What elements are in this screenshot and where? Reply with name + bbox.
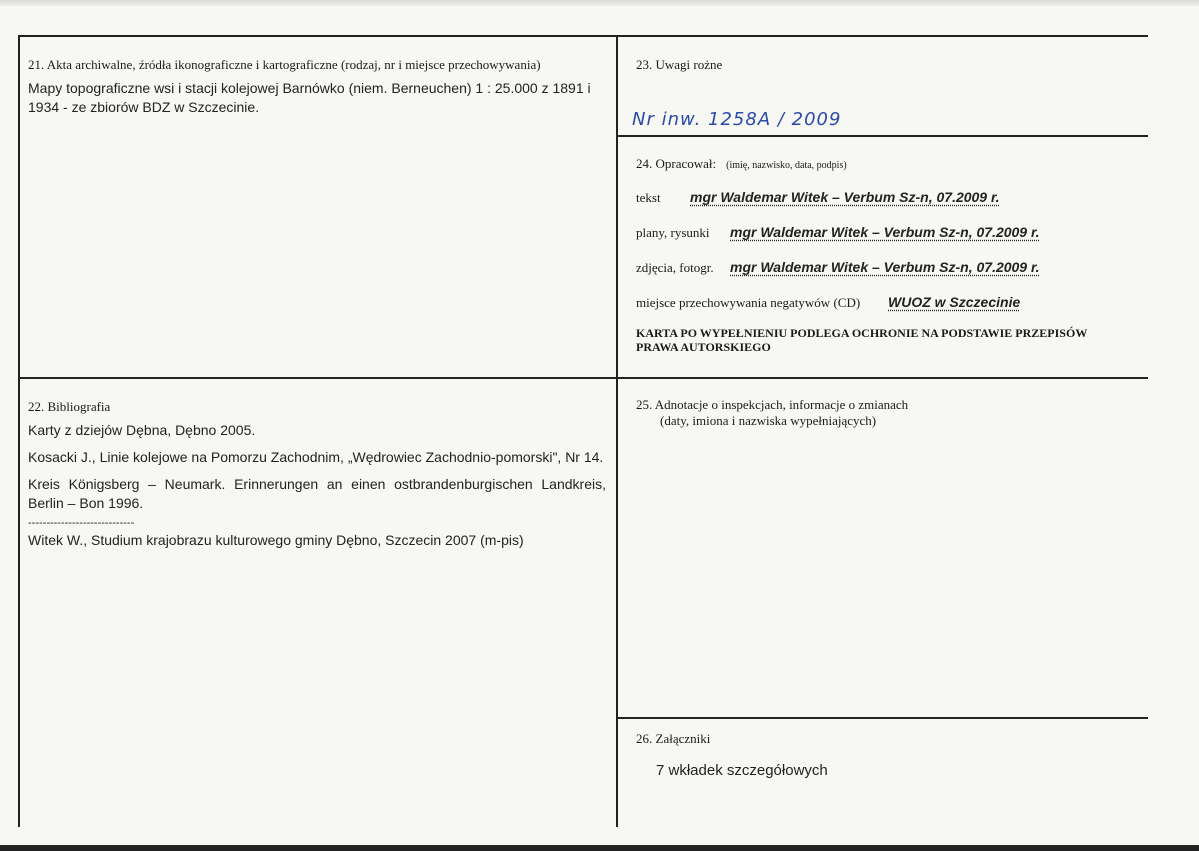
negatives-row — [636, 294, 1020, 311]
section-26 — [618, 719, 1148, 827]
author-row-label: tekst — [636, 190, 661, 205]
inventory-number-handwritten: Nr inw. 1258A / 2009 — [632, 109, 842, 130]
section-24 — [618, 137, 1148, 377]
section-22 — [28, 399, 606, 550]
section-21 — [28, 57, 606, 117]
section-25-label: 25. Adnotacje o inspekcjach, informacje o zmianach — [636, 397, 909, 412]
section-23 — [618, 37, 1148, 135]
scan-top-edge — [0, 0, 1199, 6]
section-21-text: Mapy topograficzne wsi i stacji kolejowej Barnówko (niem. Berneuchen) 1 : 25.000 z 1891 i 1934 - ze zbiorów BDZ w Szczecinie. — [28, 80, 591, 115]
author-row-value: mgr Waldemar Witek – Verbum Sz-n, 07.2009 r. — [730, 259, 1040, 275]
section-25-sublabel: (daty, imiona i nazwiska wypełniających) — [660, 413, 877, 428]
negatives-value: WUOZ w Szczecinie — [888, 294, 1021, 310]
section-25 — [618, 379, 1148, 717]
author-row-photos — [636, 259, 1040, 276]
author-row-label: plany, rysunki — [636, 225, 710, 240]
author-row-text — [636, 189, 1000, 206]
bibliography-entry-3: Kreis Königsberg – Neumark. Erinnerungen an einen ostbrandenburgischen Landkreis, Berlin – Bon 1996. — [28, 476, 606, 511]
negatives-label: miejsce przechowywania negatywów (CD) — [636, 295, 861, 310]
row-divider-left — [20, 377, 616, 379]
bibliography-entry-2: Kosacki J., Linie kolejowe na Pomorzu Zachodnim, „Wędrowiec Zachodnio-pomorski", Nr 14. — [28, 449, 604, 465]
attachments-value: 7 wkładek szczegółowych — [656, 762, 828, 779]
section-24-label: 24. Opracował: — [636, 156, 717, 171]
bibliography-entry-4: Witek W., Studium krajobrazu kulturowego gminy Dębno, Szczecin 2007 (m-pis) — [28, 532, 524, 548]
copyright-note: KARTA PO WYPEŁNIENIU PODLEGA OCHRONIE NA PODSTAWIE PRZEPISÓW PRAWA AUTORSKIEGO — [636, 326, 1088, 354]
form-card — [18, 35, 1148, 827]
bibliography-separator: ----------------------------- — [28, 517, 135, 529]
section-21-label: 21. Akta archiwalne, źródła ikonograficzne i kartograficzne (rodzaj, nr i miejsce przechowywania) — [28, 57, 541, 72]
section-24-hint: (imię, nazwisko, data, podpis) — [726, 160, 847, 171]
author-row-label: zdjęcia, fotogr. — [636, 260, 714, 275]
author-row-value: mgr Waldemar Witek – Verbum Sz-n, 07.2009 r. — [730, 224, 1040, 240]
author-row-plans — [636, 224, 1040, 241]
section-24-header — [636, 155, 847, 173]
section-23-label: 23. Uwagi rożne — [636, 57, 723, 72]
scan-bottom-edge — [0, 845, 1199, 851]
section-26-label: 26. Załączniki — [636, 731, 711, 746]
section-22-label: 22. Bibliografia — [28, 399, 111, 414]
author-row-value: mgr Waldemar Witek – Verbum Sz-n, 07.2009 r. — [690, 189, 1000, 205]
bibliography-entry-1: Karty z dziejów Dębna, Dębno 2005. — [28, 422, 256, 438]
